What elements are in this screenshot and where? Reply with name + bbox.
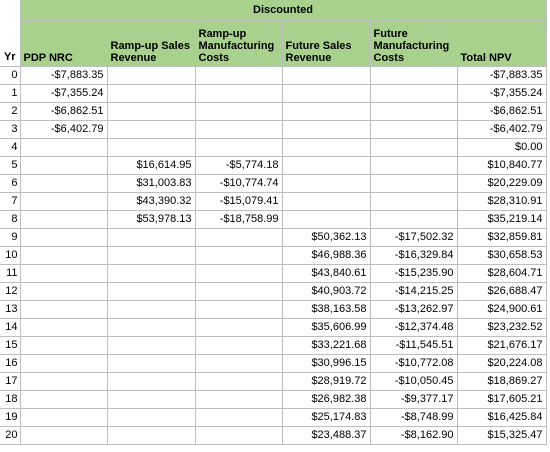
total-npv-cell[interactable]: $28,604.71	[457, 265, 546, 283]
future-sales-cell[interactable]	[282, 175, 370, 193]
yr-cell[interactable]: 5	[0, 157, 20, 175]
total-npv-header[interactable]: Total NPV	[457, 21, 546, 67]
total-npv-cell[interactable]: $26,688.47	[457, 283, 546, 301]
ramp-up-mfg-cell[interactable]	[195, 409, 282, 427]
future-mfg-cell[interactable]	[370, 103, 457, 121]
pdp-nrc-cell[interactable]	[20, 301, 107, 319]
future-mfg-cell[interactable]: -$14,215.25	[370, 283, 457, 301]
future-mfg-cell[interactable]: -$16,329.84	[370, 247, 457, 265]
pdp-nrc-cell[interactable]	[20, 391, 107, 409]
ramp-up-sales-cell[interactable]: $53,978.13	[107, 211, 195, 229]
future-sales-cell[interactable]	[282, 103, 370, 121]
header-row	[0, 21, 546, 67]
ramp-up-mfg-cell[interactable]	[195, 373, 282, 391]
ramp-up-sales-cell[interactable]	[107, 301, 195, 319]
table-row	[0, 283, 546, 301]
future-mfg-cell[interactable]: -$8,748.99	[370, 409, 457, 427]
pdp-nrc-cell[interactable]	[20, 265, 107, 283]
ramp-up-mfg-cell[interactable]	[195, 301, 282, 319]
future-sales-cell[interactable]: $28,919.72	[282, 373, 370, 391]
corner-cell[interactable]	[0, 0, 20, 21]
pdp-nrc-cell[interactable]	[20, 283, 107, 301]
ramp-up-sales-cell[interactable]	[107, 319, 195, 337]
yr-cell[interactable]: 9	[0, 229, 20, 247]
table-row	[0, 337, 546, 355]
total-npv-cell[interactable]: $20,224.08	[457, 355, 546, 373]
future-mfg-cell[interactable]: -$10,772.08	[370, 355, 457, 373]
total-npv-cell[interactable]: $20,229.09	[457, 175, 546, 193]
future-sales-cell[interactable]	[282, 193, 370, 211]
ramp-up-mfg-cell[interactable]: -$5,774.18	[195, 157, 282, 175]
pdp-nrc-cell[interactable]: -$7,883.35	[20, 67, 107, 85]
pdp-nrc-cell[interactable]: -$6,862.51	[20, 103, 107, 121]
total-npv-cell[interactable]: $21,676.17	[457, 337, 546, 355]
yr-cell[interactable]: 0	[0, 67, 20, 85]
future-mfg-cell[interactable]: -$8,162.90	[370, 427, 457, 445]
future-sales-cell[interactable]	[282, 67, 370, 85]
ramp-up-sales-cell[interactable]	[107, 265, 195, 283]
yr-cell[interactable]: 18	[0, 391, 20, 409]
future-mfg-cell[interactable]	[370, 193, 457, 211]
table-row	[0, 157, 546, 175]
yr-cell[interactable]: 4	[0, 139, 20, 157]
future-sales-cell[interactable]: $23,488.37	[282, 427, 370, 445]
yr-header[interactable]: Yr	[0, 21, 20, 67]
table-row	[0, 193, 546, 211]
table-row	[0, 247, 546, 265]
total-npv-cell[interactable]: -$6,862.51	[457, 103, 546, 121]
ramp-up-sales-cell[interactable]	[107, 391, 195, 409]
ramp-up-sales-cell[interactable]	[107, 283, 195, 301]
total-npv-cell[interactable]: $15,325.47	[457, 427, 546, 445]
pdp-nrc-header[interactable]: PDP NRC	[20, 21, 107, 67]
table-row	[0, 373, 546, 391]
table-row	[0, 211, 546, 229]
yr-cell[interactable]: 8	[0, 211, 20, 229]
future-mfg-cell[interactable]: -$9,377.17	[370, 391, 457, 409]
ramp-up-sales-cell[interactable]	[107, 337, 195, 355]
ramp-up-mfg-cell[interactable]: -$18,758.99	[195, 211, 282, 229]
ramp-up-sales-cell[interactable]	[107, 103, 195, 121]
future-sales-cell[interactable]: $35,606.99	[282, 319, 370, 337]
future-sales-cell[interactable]: $40,903.72	[282, 283, 370, 301]
future-sales-cell[interactable]	[282, 121, 370, 139]
total-npv-cell[interactable]: $17,605.21	[457, 391, 546, 409]
ramp-up-mfg-cell[interactable]: -$15,079.41	[195, 193, 282, 211]
pdp-nrc-cell[interactable]	[20, 211, 107, 229]
future-mfg-cell[interactable]	[370, 157, 457, 175]
ramp-up-mfg-cell[interactable]	[195, 67, 282, 85]
future-mfg-cell[interactable]	[370, 175, 457, 193]
ramp-up-mfg-cell[interactable]	[195, 103, 282, 121]
ramp-up-mfg-cell[interactable]	[195, 229, 282, 247]
future-sales-cell[interactable]	[282, 139, 370, 157]
discounted-title[interactable]: Discounted	[20, 0, 546, 21]
future-sales-cell[interactable]: $30,996.15	[282, 355, 370, 373]
pdp-nrc-cell[interactable]	[20, 247, 107, 265]
ramp-up-sales-revenue-header[interactable]: Ramp-up Sales Revenue	[107, 21, 195, 67]
ramp-up-sales-cell[interactable]: $16,614.95	[107, 157, 195, 175]
yr-cell[interactable]: 12	[0, 283, 20, 301]
total-npv-cell[interactable]: $35,219.14	[457, 211, 546, 229]
future-mfg-cell[interactable]	[370, 121, 457, 139]
pdp-nrc-cell[interactable]	[20, 409, 107, 427]
table-row	[0, 319, 546, 337]
ramp-up-mfg-cell[interactable]	[195, 391, 282, 409]
future-mfg-cell[interactable]: -$11,545.51	[370, 337, 457, 355]
future-sales-cell[interactable]	[282, 157, 370, 175]
table-row	[0, 391, 546, 409]
future-manufacturing-costs-header[interactable]: Future Manufacturing Costs	[370, 21, 457, 67]
ramp-up-mfg-cell[interactable]	[195, 355, 282, 373]
title-row	[0, 0, 546, 21]
pdp-nrc-cell[interactable]	[20, 337, 107, 355]
table-row	[0, 427, 546, 445]
total-npv-cell[interactable]: $0.00	[457, 139, 546, 157]
ramp-up-mfg-cell[interactable]	[195, 337, 282, 355]
ramp-up-sales-cell[interactable]	[107, 67, 195, 85]
ramp-up-sales-cell[interactable]	[107, 229, 195, 247]
ramp-up-mfg-cell[interactable]	[195, 427, 282, 445]
table-row	[0, 139, 546, 157]
total-npv-cell[interactable]: $10,840.77	[457, 157, 546, 175]
pdp-nrc-cell[interactable]	[20, 139, 107, 157]
future-sales-cell[interactable]: $38,163.58	[282, 301, 370, 319]
yr-cell[interactable]: 11	[0, 265, 20, 283]
future-sales-cell[interactable]: $43,840.61	[282, 265, 370, 283]
future-sales-cell[interactable]	[282, 85, 370, 103]
future-mfg-cell[interactable]: -$10,050.45	[370, 373, 457, 391]
pdp-nrc-cell[interactable]	[20, 373, 107, 391]
pdp-nrc-cell[interactable]	[20, 355, 107, 373]
total-npv-cell[interactable]: $32,859.81	[457, 229, 546, 247]
total-npv-cell[interactable]: $18,869.27	[457, 373, 546, 391]
pdp-nrc-cell[interactable]: -$7,355.24	[20, 85, 107, 103]
yr-cell[interactable]: 14	[0, 319, 20, 337]
ramp-up-sales-cell[interactable]	[107, 139, 195, 157]
yr-cell[interactable]: 13	[0, 301, 20, 319]
table-row	[0, 103, 546, 121]
future-sales-cell[interactable]	[282, 211, 370, 229]
table-row	[0, 121, 546, 139]
ramp-up-mfg-cell[interactable]	[195, 139, 282, 157]
future-mfg-cell[interactable]: -$13,262.97	[370, 301, 457, 319]
future-sales-cell[interactable]: $26,982.38	[282, 391, 370, 409]
ramp-up-sales-cell[interactable]: $31,003.83	[107, 175, 195, 193]
future-mfg-cell[interactable]: -$12,374.48	[370, 319, 457, 337]
future-mfg-cell[interactable]	[370, 85, 457, 103]
ramp-up-mfg-cell[interactable]	[195, 85, 282, 103]
yr-cell[interactable]: 15	[0, 337, 20, 355]
ramp-up-sales-cell[interactable]	[107, 355, 195, 373]
table-row	[0, 175, 546, 193]
total-npv-cell[interactable]: -$7,355.24	[457, 85, 546, 103]
pdp-nrc-cell[interactable]	[20, 229, 107, 247]
total-npv-cell[interactable]: -$7,883.35	[457, 67, 546, 85]
ramp-up-mfg-cell[interactable]: -$10,774.74	[195, 175, 282, 193]
yr-cell[interactable]: 19	[0, 409, 20, 427]
ramp-up-sales-cell[interactable]	[107, 121, 195, 139]
total-npv-cell[interactable]: $28,310.91	[457, 193, 546, 211]
yr-cell[interactable]: 2	[0, 103, 20, 121]
table-row	[0, 229, 546, 247]
yr-cell[interactable]: 10	[0, 247, 20, 265]
yr-cell[interactable]: 7	[0, 193, 20, 211]
future-mfg-cell[interactable]	[370, 67, 457, 85]
yr-cell[interactable]: 3	[0, 121, 20, 139]
ramp-up-sales-cell[interactable]	[107, 427, 195, 445]
ramp-up-sales-cell[interactable]: $43,390.32	[107, 193, 195, 211]
total-npv-cell[interactable]: $30,658.53	[457, 247, 546, 265]
future-mfg-cell[interactable]: -$17,502.32	[370, 229, 457, 247]
pdp-nrc-cell[interactable]: -$6,402.79	[20, 121, 107, 139]
total-npv-cell[interactable]: $23,232.52	[457, 319, 546, 337]
future-mfg-cell[interactable]	[370, 211, 457, 229]
yr-cell[interactable]: 6	[0, 175, 20, 193]
pdp-nrc-cell[interactable]	[20, 319, 107, 337]
ramp-up-manufacturing-costs-header[interactable]: Ramp-up Manufacturing Costs	[195, 21, 282, 67]
yr-cell[interactable]: 20	[0, 427, 20, 445]
yr-cell[interactable]: 17	[0, 373, 20, 391]
ramp-up-mfg-cell[interactable]	[195, 247, 282, 265]
ramp-up-mfg-cell[interactable]	[195, 265, 282, 283]
ramp-up-sales-cell[interactable]	[107, 247, 195, 265]
total-npv-cell[interactable]: -$6,402.79	[457, 121, 546, 139]
pdp-nrc-cell[interactable]	[20, 157, 107, 175]
yr-cell[interactable]: 1	[0, 85, 20, 103]
future-sales-cell[interactable]: $46,988.36	[282, 247, 370, 265]
future-sales-cell[interactable]: $25,174.83	[282, 409, 370, 427]
future-sales-revenue-header[interactable]: Future Sales Revenue	[282, 21, 370, 67]
table-row	[0, 409, 546, 427]
future-sales-cell[interactable]: $33,221.68	[282, 337, 370, 355]
table-row	[0, 85, 546, 103]
ramp-up-sales-cell[interactable]	[107, 409, 195, 427]
table-row	[0, 265, 546, 283]
pdp-nrc-cell[interactable]	[20, 427, 107, 445]
table-row	[0, 67, 546, 85]
pdp-nrc-cell[interactable]	[20, 175, 107, 193]
ramp-up-sales-cell[interactable]	[107, 85, 195, 103]
table-row	[0, 355, 546, 373]
future-sales-cell[interactable]: $50,362.13	[282, 229, 370, 247]
future-mfg-cell[interactable]: -$15,235.90	[370, 265, 457, 283]
future-mfg-cell[interactable]	[370, 139, 457, 157]
ramp-up-mfg-cell[interactable]	[195, 319, 282, 337]
yr-cell[interactable]: 16	[0, 355, 20, 373]
total-npv-cell[interactable]: $24,900.61	[457, 301, 546, 319]
pdp-nrc-cell[interactable]	[20, 193, 107, 211]
total-npv-cell[interactable]: $16,425.84	[457, 409, 546, 427]
table-row	[0, 301, 546, 319]
ramp-up-mfg-cell[interactable]	[195, 121, 282, 139]
ramp-up-mfg-cell[interactable]	[195, 283, 282, 301]
ramp-up-sales-cell[interactable]	[107, 373, 195, 391]
